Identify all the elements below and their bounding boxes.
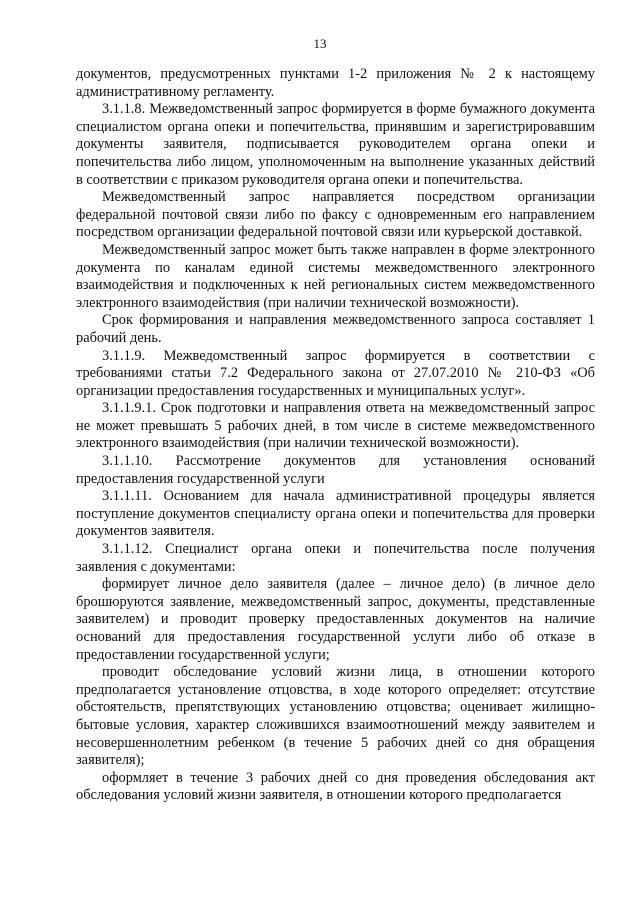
paragraph: 3.1.1.8. Межведомственный запрос формируется в форме бумажного документа специалистом органа опеки и попечительства, принявшим и зарегистрировавшим документы заявителя, подписывается руководителем органа опеки и попечительства либо лицом, уполномоченным на выполнение указанных действий в соответствии с приказом руководителя органа опеки и попечительства. <box>76 101 595 188</box>
paragraph: 3.1.1.10. Рассмотрение документов для установления оснований предоставления государственной услуги <box>76 453 595 487</box>
paragraph: Срок формирования и направления межведомственного запроса составляет 1 рабочий день. <box>76 312 595 346</box>
paragraph: 3.1.1.12. Специалист органа опеки и попечительства после получения заявления с документами: <box>76 541 595 575</box>
page-number: 13 <box>313 36 327 51</box>
paragraph: Межведомственный запрос направляется посредством организации федеральной почтовой связи либо по факсу с одновременным его направлением посредством организации федеральной почтовой связи или курьерской доставкой. <box>76 189 595 241</box>
paragraph: 3.1.1.11. Основанием для начала административной процедуры является поступление документов специалисту органа опеки и попечительства для проверки документов заявителя. <box>76 488 595 540</box>
paragraph: 3.1.1.9. Межведомственный запрос формируется в соответствии с требованиями статьи 7.2 Федерального закона от 27.07.2010 № 210-ФЗ «Об организации предоставления государственных и муниципальных услуг». <box>76 347 595 399</box>
document-body <box>76 66 595 805</box>
paragraph: оформляет в течение 3 рабочих дней со дня проведения обследования акт обследования условий жизни заявителя, в отношении которого предполагается <box>76 769 595 804</box>
paragraph: 3.1.1.9.1. Срок подготовки и направления ответа на межведомственный запрос не может превышать 5 рабочих дней, в том числе в системе межведомственного электронного взаимодействия (при наличии технической возможности). <box>76 400 595 452</box>
paragraph: проводит обследование условий жизни лица, в отношении которого предполагается установление отцовства, в ходе которого определяет: отсутствие обстоятельств, препятствующих установлению отцовства; оценивает жилищно-бытовые условия, характер сложившихся взаимоотношений между заявителем и несовершеннолетним ребенком (в течение 5 рабочих дней со дня обращения заявителя); <box>76 664 595 769</box>
paragraph: формирует личное дело заявителя (далее – личное дело) (в личное дело брошюруются заявление, межведомственный запрос, документы, представленные заявителем) и проводит проверку предоставленных документов на наличие оснований для предоставления государственной услуги либо об отказе в предоставлении государственной услуги; <box>76 576 595 663</box>
paragraph: Межведомственный запрос может быть также направлен в форме электронного документа по каналам единой системы межведомственного электронного взаимодействия и подключенных к ней региональных систем межведомственного электронного взаимодействия (при наличии технической возможности). <box>76 241 595 311</box>
paragraph: документов, предусмотренных пунктами 1-2 приложения № 2 к настоящему административному регламенту. <box>76 66 595 100</box>
